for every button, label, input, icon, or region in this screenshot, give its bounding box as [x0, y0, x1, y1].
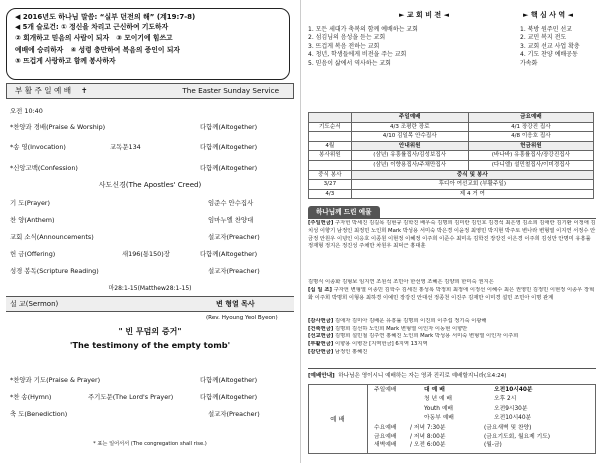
duty-cell: 4/1 장강진 집사 — [468, 122, 593, 132]
order-row — [10, 142, 294, 153]
schedule-name: Youth 예배 — [424, 405, 453, 412]
offering-names: 구자헌 변형열 이종민 김학수 김세진 홍성록 박정희 최정애 이정선 이혜수 최은 권영민 김정민 이현정 이종우 장혁화 이주희 박명희 이형용 최하경 이예민 장강진 안대선 정종천 이진주 김재만 이미경 설민 조민아 이명 관계 — [308, 286, 595, 301]
offering-category: [십 일 조] — [308, 286, 332, 293]
offering-category: [감단헌금] — [308, 348, 334, 355]
duty-row — [309, 113, 594, 123]
core-item: 가속화 — [520, 59, 538, 67]
duty-cell: 제 4 거 여 — [351, 189, 593, 199]
preacher-en-row — [10, 313, 294, 324]
schedule-col-type-2 — [374, 424, 396, 450]
duty-cell: 4/10 김일목 안수집사 — [351, 132, 468, 142]
duty-row — [309, 170, 594, 180]
vision-item: 4. 청년, 학생들에게 비전을 주는 교회 — [308, 51, 407, 59]
core-list — [520, 26, 580, 68]
preacher-name-en: (Rev. Hyoung Yeol Byeon) — [206, 315, 278, 321]
schedule-time: 오전10시40분 — [494, 415, 532, 422]
offering-names: 남정인 홍혜진 — [335, 348, 368, 355]
schedule-name: 대 예 배 — [424, 387, 445, 393]
duty-cell — [309, 132, 352, 142]
offering-category: [주일헌금] — [308, 220, 334, 226]
service-banner — [6, 83, 294, 99]
order-detail: 교독문134 — [110, 143, 141, 151]
worship-rule — [308, 368, 596, 369]
schedule-type: 수요예배 — [374, 425, 397, 431]
order-label: 교회 소식(Announcements) — [10, 233, 94, 241]
schedule-col-time — [494, 386, 533, 424]
offering-rule — [308, 218, 596, 219]
schedule-name: 아동부 예배 — [424, 415, 454, 422]
scripture-ref: 마28:1-15(Matthew28:1-15) — [108, 285, 192, 292]
duty-cell: 후디아 여선교회 (부활주일) — [351, 180, 593, 190]
core-item: 1. 북방 원주민 선교 — [520, 26, 573, 33]
slogan-header-line — [15, 22, 281, 33]
duty-cell: (삼년) 이향용집사/주채만집사 — [351, 160, 468, 170]
order-row — [10, 392, 294, 403]
service-time — [10, 106, 294, 117]
core-title: ► 핵 심 사 역 ◄ — [523, 11, 573, 19]
slogan-4: ④ 성령 충만하여 복음의 증인이 되자 — [70, 45, 180, 54]
offering-category: [부활헌금] — [308, 341, 334, 348]
duty-row — [309, 160, 594, 170]
offering-names: 김명희 김선하 노인희 Mark 변형열 이인자 이동현 이향만 — [335, 325, 468, 332]
time-text: 오전 10:40 — [10, 107, 43, 115]
duty-cell: 헌금위원 — [468, 141, 593, 151]
order-leader: 다함께(Altogether) — [200, 164, 258, 172]
schedule-col-name — [424, 386, 454, 424]
order-leader: 설교자(Preacher) — [208, 267, 260, 275]
offering-names: 구자헌 박세진 김길목 김현규 김학진 배우숙 김명희 김미란 김인호 김경석 최은영 김소희 김애란 김기환 이정애 김치성 이향기 남정인 최정민 노인희 Mark 박성용 서미숙 박은경 이윤정 최영민 박지현 박주토 변나라 변형열 이지연 서정수 안금정 안원우 이녕인 이응호 이종원 이현정 이혜정 이주희 이준수 최미옥 김학진 장강진 이은경 이주희 김성만 안명미 유흥률 정재형 정지은 정진성 주채만 차원우 최덕근 홍대훈 — [308, 220, 596, 250]
order-leader: 다함께(Altogether) — [200, 143, 258, 151]
duty-cell: (삼년) 유흥률집사/김성보집사 — [351, 151, 468, 161]
order-leader: 다함께(Altogether) — [200, 376, 258, 384]
preacher-name: 변 형열 목사 — [216, 300, 255, 308]
duty-cell: 4월 — [309, 141, 352, 151]
order-leader: 설교자(Preacher) — [208, 410, 260, 418]
duty-cell: (바나바) 유흥률집사/장강진집사 — [468, 151, 593, 161]
order-leader: 다함께(Altogether) — [200, 123, 258, 131]
schedule-time: (금요기도회, 월요제 기도) — [484, 433, 551, 440]
offering-names: 김애자 김미아 김배운 유흥률 김명희 이진희 이주섭 정기숙 이광해 — [335, 317, 487, 324]
order-row — [10, 266, 294, 277]
order-label: 성경 봉독(Scripture Reading) — [10, 267, 99, 275]
schedule-time: (금요새벽 및 찬양) — [484, 425, 532, 431]
schedule-name: / 저녁 8:00분 — [410, 433, 446, 440]
core-item: 2. 교민 복지 전도 — [520, 34, 567, 42]
order-label: 축 도(Benediction) — [10, 410, 68, 418]
schedule-label: 예 배 — [308, 384, 368, 454]
schedule-type: 금요예배 — [374, 433, 397, 440]
slogan-line — [15, 45, 281, 56]
service-title-en: The Easter Sunday Service — [182, 86, 279, 95]
footnote: * 표는 일어서서 (The congregation shall rise.) — [93, 441, 207, 447]
offering-names: 김명희 설민철 김주연 홍혜진 노인희 Mark 박성용 서미숙 변형열 이인자 이주희 — [335, 333, 519, 340]
duty-cell: 중식 봉사 — [309, 170, 352, 180]
offering-entry — [308, 333, 596, 341]
vision-item: 3. 뜨겁게 복음 전하는 교회 — [308, 42, 380, 50]
schedule-type: 새벽예배 — [374, 442, 397, 449]
order-row — [10, 249, 294, 260]
duty-row — [309, 180, 594, 190]
duty-cell: 4/3 — [309, 189, 352, 199]
vision-item: 5. 믿음이 삶에서 역사하는 교회 — [308, 59, 391, 67]
schedule-time: 오전10시40분 — [494, 387, 533, 393]
duty-cell: 기도순서 — [309, 122, 352, 132]
duty-cell: 안내위원 — [351, 141, 468, 151]
sermon-row — [10, 299, 294, 310]
duty-row — [309, 151, 594, 161]
duty-cell: 봉사위원 — [309, 151, 352, 161]
order-row — [10, 232, 294, 243]
offering-entry — [308, 279, 596, 287]
creed-title: 사도신경(The Apostles' Creed) — [98, 181, 202, 189]
offering-entry — [308, 326, 596, 334]
duty-cell: 4/3 조평란 장로 — [351, 122, 468, 132]
duty-cell — [309, 113, 352, 123]
offering-category: [건축헌금] — [308, 325, 334, 332]
cross-icon: ✝ — [81, 86, 88, 95]
order-label: *신앙고백(Confession) — [10, 164, 78, 172]
duty-cell: (다니엘) 설민철집사/이미경집사 — [468, 160, 593, 170]
offering-category: [선교헌금] — [308, 333, 334, 340]
order-leader: 임준수 안수집사 — [208, 199, 254, 207]
schedule-time: (월-금) — [484, 442, 502, 449]
slogan-header: ◀ 5개 슬로건: — [15, 23, 59, 31]
slogan-2: ② 회개하고 믿음의 사람이 되자 — [15, 34, 110, 43]
order-label: 기 도(Prayer) — [10, 199, 50, 207]
offering-names: 이향용 이병찬 [지역헌금] 6지역 13지역 — [335, 341, 428, 348]
offering-entry — [308, 220, 596, 279]
schedule-name: / 저녁 7:30분 — [410, 425, 446, 431]
offering-entry — [308, 318, 596, 326]
schedule-time: 오후 2시 — [494, 396, 517, 403]
schedule-type — [374, 414, 396, 423]
schedule-col-time-2 — [484, 424, 550, 450]
fold-divider — [300, 0, 301, 463]
sermon-label: 설 교(Sermon) — [10, 300, 59, 308]
order-detail: 새196(통150)장 — [122, 250, 170, 258]
order-row — [10, 409, 294, 420]
service-title-ko: 부 활 주 일 예 배 — [15, 86, 72, 95]
offering-entry — [308, 287, 596, 318]
order-label: *찬 송(Hymn) — [10, 393, 52, 401]
offering-list — [308, 220, 596, 357]
order-detail: 주기도문(The Lord's Prayer) — [88, 393, 174, 401]
order-row — [10, 198, 294, 209]
announcements-panel — [304, 0, 600, 463]
duty-cell: 금요예배 — [468, 113, 593, 123]
duty-cell: 중식 및 봉사 — [351, 170, 593, 180]
slogan-3b: 예배에 승리하자 — [15, 45, 64, 54]
order-label: 찬 양(Anthem) — [10, 216, 55, 224]
core-item: 3. 교회 선교 사업 확충 — [520, 42, 580, 50]
order-row — [10, 122, 294, 133]
order-label: 헌 금(Offering) — [10, 250, 56, 258]
motto-box — [6, 8, 290, 80]
order-leader: 임마누엘 찬양대 — [208, 216, 254, 224]
slogan-line — [15, 56, 281, 67]
schedule-name: 청 년 예 배 — [424, 396, 452, 403]
duty-cell: 주일예배 — [351, 113, 468, 123]
order-row — [10, 215, 294, 226]
offering-names: 김명식 이종화 김형보 임지연 조원석 조민아 한선영 조혜은 김양희 한미숙 권지은 — [308, 279, 494, 285]
schedule-type — [374, 405, 396, 414]
schedule-col-type — [374, 386, 396, 424]
slogan-3: ③ 모이기에 힘쓰고 — [116, 34, 173, 43]
vision-item: 2. 섬김님의 음성을 듣는 교회 — [308, 34, 386, 42]
motto-title: ◀ 2016년도 하나님 말씀: “실부 던전의 해” (계19:7-8) — [15, 13, 196, 21]
order-leader: 다함께(Altogether) — [200, 250, 258, 258]
slogan-line — [15, 33, 281, 44]
offering-entry — [308, 349, 596, 357]
duty-cell — [309, 160, 352, 170]
worship-word-label: [예배안내] — [308, 373, 335, 379]
schedule-type: 주일예배 — [374, 387, 397, 393]
vision-title: ► 교 회 비 전 ◄ — [399, 11, 449, 19]
order-row — [10, 163, 294, 174]
order-label: *찬양과 기도(Praise & Prayer) — [10, 376, 101, 384]
vision-item: 1. 모든 세대가 축복의 함께 예배하는 교회 — [308, 26, 418, 33]
offering-category: [감사헌금] — [308, 317, 334, 324]
vision-list — [308, 26, 418, 68]
offering-tab: 하나님께 드린 예물 — [308, 206, 380, 218]
worship-word — [308, 372, 506, 380]
core-item: 4. 기도 찬양 예배공동 — [520, 51, 578, 59]
schedule-type — [374, 395, 396, 404]
order-leader: 다함께(Altogether) — [200, 393, 258, 401]
order-label: *송 영(Invocation) — [10, 143, 66, 151]
order-leader: 설교자(Preacher) — [208, 233, 260, 241]
order-row — [10, 375, 294, 386]
order-label: *찬양과 경배(Praise & Worship) — [10, 123, 106, 131]
duty-row — [309, 189, 594, 199]
schedule-time: 오전9시30분 — [494, 405, 528, 412]
offering-entry — [308, 341, 596, 349]
duty-row — [309, 132, 594, 142]
schedule-col-name-2 — [410, 424, 445, 450]
worship-word-text: 하나님은 영이시니 예배하는 자는 영과 진리로 예배할지니라(요4:24) — [338, 373, 507, 379]
duty-cell: 4/8 이응호 집사 — [468, 132, 593, 142]
duty-row — [309, 122, 594, 132]
sermon-title-en: 'The testimony of the empty tomb' — [69, 340, 231, 350]
slogan-1: ① 정신을 차리고 근신하여 기도하자 — [61, 23, 169, 31]
schedule-name: / 오전 6:00분 — [410, 442, 446, 449]
duty-row — [309, 141, 594, 151]
duty-table — [308, 112, 594, 199]
duty-cell: 3/27 — [309, 180, 352, 190]
sermon-title-ko: " 빈 무덤의 증거" — [118, 327, 182, 336]
slogan-5: ⑤ 뜨겁게 사랑하고 함께 봉사하자 — [15, 56, 116, 65]
